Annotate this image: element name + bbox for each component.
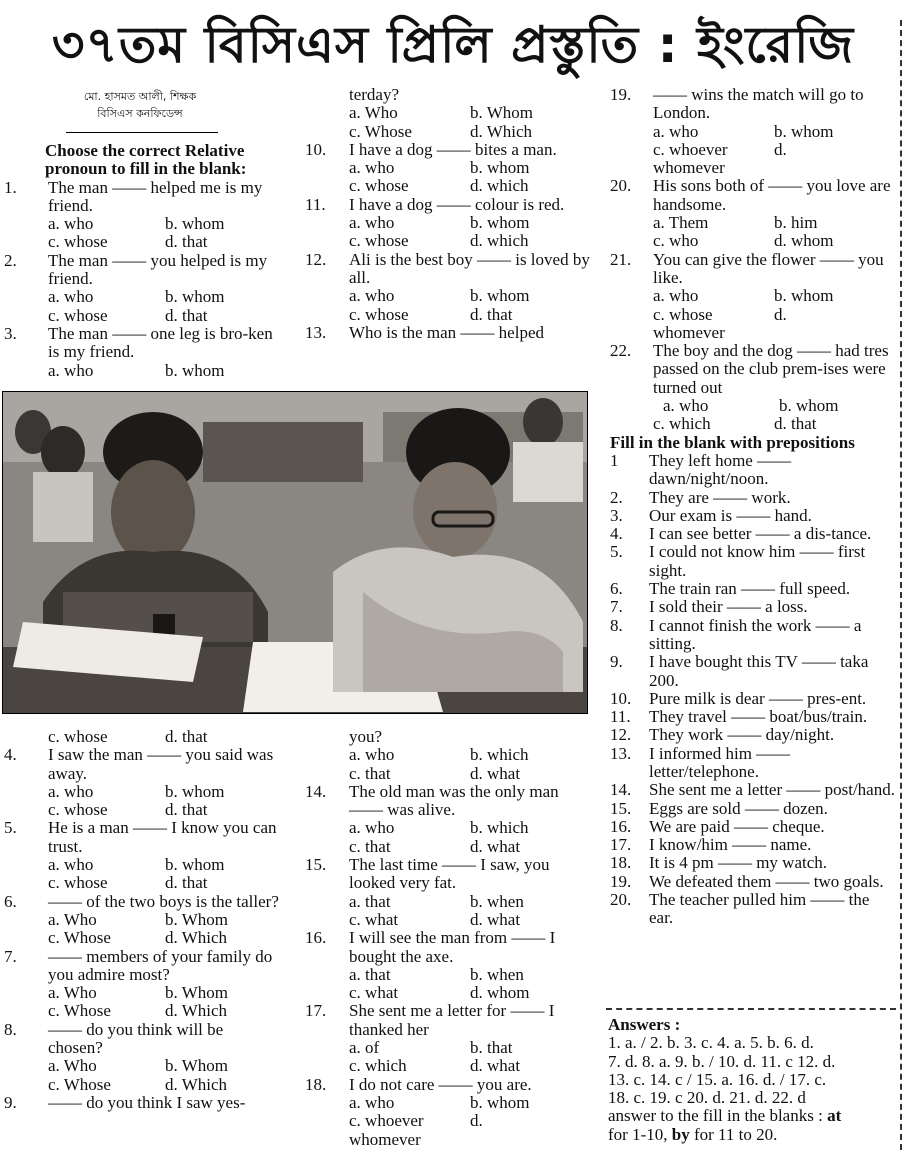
question-14: 14. The old man was the only man —— was alive. a. who b. which c. that d. what (305, 781, 559, 856)
preposition-number: 16. (610, 816, 632, 836)
preposition-text: They are —— work. (649, 487, 791, 507)
preposition-number: 20. (610, 890, 632, 910)
preposition-number: 11. (610, 707, 631, 727)
preposition-text: Eggs are sold —— dozen. (649, 798, 828, 818)
preposition-item (610, 873, 895, 891)
preposition-item (610, 836, 895, 854)
column-1-bottom (4, 728, 282, 1112)
answers-line: 18. c. 19. c 20. d. 21. d. 22. d (608, 1088, 806, 1108)
answers-line: 1. a. / 2. b. 3. c. 4. a. 5. b. 6. d. (608, 1033, 814, 1053)
preposition-number: 9. (610, 652, 623, 672)
column-2-bottom (305, 728, 591, 1149)
preposition-item (610, 543, 895, 580)
preposition-number: 3. (610, 505, 623, 525)
column-3 (610, 86, 895, 928)
preposition-number: 2. (610, 487, 623, 507)
preposition-text: They work —— day/night. (649, 725, 835, 745)
preposition-number: 8. (610, 615, 623, 635)
answers-heading: Answers : (608, 1015, 681, 1034)
preposition-text: The teacher pulled him —— the ear. (649, 890, 870, 928)
question-17: 17. She sent me a letter for —— I thanked her a. of b. that c. which d. what (305, 1001, 555, 1076)
page-title: ৩৭তম বিসিএস প্রিলি প্রস্তুতি : ইংরেজি (51, 16, 855, 74)
question-3: 3. The man —— one leg is bro-ken is my friend. a. who b. whom (4, 323, 273, 380)
preposition-item (610, 507, 895, 525)
preposition-text: She sent me a letter —— post/hand. (649, 780, 895, 800)
question-15: 15. The last time —— I saw, you looked very fat. a. that b. when c. what d. what (305, 855, 550, 929)
byline-rule (66, 132, 218, 133)
preposition-item (610, 891, 895, 928)
preposition-number: 14. (610, 780, 632, 800)
author: মো. হাসমত আলী, শিক্ষক (83, 90, 197, 103)
organization: বিসিএস কনফিডেন্স (97, 107, 183, 120)
preposition-number: 10. (610, 688, 632, 708)
preposition-item (610, 525, 895, 543)
question-10: 10. I have a dog —— bites a man. a. who b. whom c. whose d. which (305, 139, 557, 196)
preposition-item (610, 726, 895, 744)
exam-hall-photo-illustration (3, 392, 587, 713)
preposition-text: We are paid —— cheque. (649, 816, 825, 836)
question-19: 19. —— wins the match will go to London. a. who b. whom c. whoever d. whomever (610, 85, 864, 178)
question-9-continued: terday? a. Who b. Whom c. Whose d. Which (349, 85, 533, 141)
preposition-item (610, 617, 895, 654)
preposition-text: They travel —— boat/bus/train. (649, 707, 868, 727)
question-4: 4. I saw the man —— you said was away. a. who b. whom c. whose d. that (4, 745, 274, 820)
question-13: 13. Who is the man —— helped (305, 322, 544, 342)
question-8: 8. —— do you think will be chosen? a. Who b. Whom c. Whose d. Which (4, 1019, 228, 1094)
preposition-number: 6. (610, 579, 623, 599)
preposition-number: 18. (610, 853, 632, 873)
preposition-text: I have bought this TV —— taka 200. (649, 652, 869, 690)
answers-line: 7. d. 8. a. 9. b. / 10. d. 11. c 12. d. (608, 1051, 836, 1071)
question-7: 7. —— members of your family do you admire most? a. Who b. Whom c. Whose d. Which (4, 946, 273, 1021)
answers-divider (606, 1008, 896, 1010)
question-12: 12. Ali is the best boy —— is loved by all. a. who b. whom c. whose d. that (305, 249, 590, 324)
preposition-item (610, 745, 895, 782)
answers-line: for 1-10, by for 11 to 20. (608, 1124, 778, 1144)
preposition-text: I can see better —— a dis-tance. (649, 524, 872, 544)
question-13-continued: you? a. who b. which c. that d. what (349, 727, 529, 783)
preposition-text: We defeated them —— two goals. (649, 871, 884, 891)
preposition-number: 7. (610, 597, 623, 617)
preposition-item (610, 489, 895, 507)
question-20: 20. His sons both of —— you love are handsome. a. Them b. him c. who d. whom (610, 176, 891, 251)
preposition-number: 1 (610, 450, 619, 470)
preposition-text: It is 4 pm —— my watch. (649, 853, 828, 873)
preposition-item (610, 854, 895, 872)
answers-line: answer to the fill in the blanks : at (608, 1106, 842, 1126)
question-22: 22. The boy and the dog —— had tres passed on the club prem-ises were turned out a. who b. whom c. which d. that (610, 341, 889, 434)
preposition-list (610, 452, 895, 928)
preposition-item (610, 653, 895, 690)
preposition-item (610, 818, 895, 836)
preposition-text: I informed him —— letter/telephone. (649, 743, 791, 781)
question-11: 11. I have a dog —— colour is red. a. who b. whom c. whose d. which (305, 194, 565, 251)
preposition-text: Pure milk is dear —— pres-ent. (649, 688, 867, 708)
preposition-item (610, 800, 895, 818)
question-6: 6. —— of the two boys is the taller? a. Who b. Whom c. Whose d. Which (4, 891, 279, 948)
preposition-number: 17. (610, 835, 632, 855)
preposition-item (610, 690, 895, 708)
preposition-item (610, 598, 895, 616)
answers-box (608, 1016, 895, 1144)
question-3-continued: c. whose d. that (48, 727, 208, 746)
preposition-item (610, 452, 895, 489)
question-9: 9. —— do you think I saw yes- (4, 1092, 246, 1112)
preposition-text: They left home —— dawn/night/noon. (649, 450, 792, 489)
preposition-text: I sold their —— a loss. (649, 597, 808, 617)
preposition-text: Our exam is —— hand. (649, 505, 812, 525)
preposition-number: 13. (610, 743, 632, 763)
answers-line: 13. c. 14. c / 15. a. 16. d. / 17. c. (608, 1069, 827, 1089)
section-heading-prepositions: Fill in the blank with prepositions (610, 432, 855, 452)
question-2: 2. The man —— you helped is my friend. a. who b. whom c. whose d. that (4, 250, 268, 325)
question-18: 18. I do not care —— you are. a. who b. whom c. whoever d. whomever (305, 1074, 532, 1149)
column-1-top (4, 142, 282, 380)
preposition-item (610, 580, 895, 598)
preposition-item (610, 781, 895, 799)
question-21: 21. You can give the flower —— you like. a. who b. whom c. whose d. whomever (610, 249, 884, 342)
section-heading-relative-pronoun: Choose the correct Relative pronoun to fill in the blank: (45, 141, 247, 179)
preposition-text: I could not know him —— first sight. (649, 542, 866, 580)
question-1: 1. The man —— helped me is my friend. a. who b. whom c. whose d. that (4, 177, 263, 252)
preposition-item (610, 708, 895, 726)
preposition-text: I cannot finish the work —— a sitting. (649, 615, 862, 653)
preposition-text: I know/him —— name. (649, 835, 812, 855)
preposition-number: 5. (610, 542, 623, 562)
exam-hall-photo (2, 391, 588, 714)
preposition-number: 19. (610, 871, 632, 891)
vertical-dashed-divider (900, 20, 902, 1150)
question-16: 16. I will see the man from —— I bought the axe. a. that b. when c. what d. whom (305, 928, 556, 1003)
preposition-number: 4. (610, 524, 623, 544)
preposition-text: The train ran —— full speed. (649, 579, 851, 599)
preposition-number: 12. (610, 725, 632, 745)
preposition-number: 15. (610, 798, 632, 818)
byline (55, 88, 225, 122)
question-5: 5. He is a man —— I know you can trust. a. who b. whom c. whose d. that (4, 818, 277, 893)
column-2-top (305, 86, 591, 342)
